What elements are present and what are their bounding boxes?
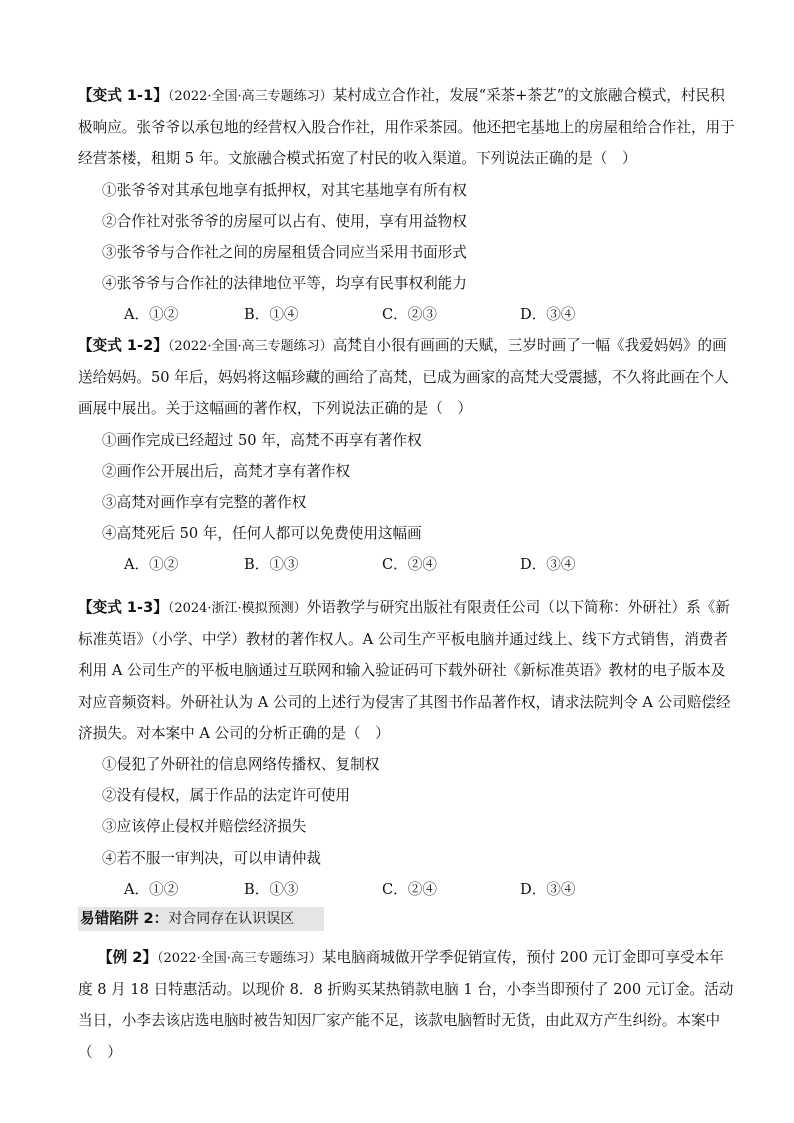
question-text: 高梵自小很有画画的天赋，三岁时画了一幅《我爱妈妈》的画送给妈妈。50 年后，妈妈将这幅珍藏的画给了高梵，已成为画家的高梵大受震撼，不久将此画在个人画展中展出。关于这幅画的著作权，下列说法正确的是（ ） bbox=[78, 337, 729, 418]
statement-option: ①张爷爷对其承包地享有抵押权，对其宅基地享有所有权 bbox=[102, 181, 467, 199]
question-text: 某村成立合作社，发展“采茶+茶艺”的文旅融合模式，村民积极响应。张爷爷以承包地的经营权入股合作社，用作采茶园。他还把宅基地上的房屋租给合作社，用于经营茶楼，租期 5 年。文旅融合模式拓宽了村民的收入渠道。下列说法正确的是（ ） bbox=[78, 87, 735, 168]
question-source: （2024·浙江·模拟预测） bbox=[167, 601, 307, 616]
statement-option: ③高梵对画作享有完整的著作权 bbox=[102, 494, 307, 512]
question-source: （2022·全国·高三专题练习） bbox=[167, 89, 333, 104]
question-1-3 bbox=[78, 592, 738, 905]
question-stem bbox=[78, 330, 738, 425]
statement-option: ②画作公开展出后，高梵才享有著作权 bbox=[102, 462, 351, 480]
question-stem bbox=[78, 80, 738, 175]
choice-c[interactable]: C．②④ bbox=[382, 556, 437, 574]
section-topic: 对合同存在认识误区 bbox=[168, 911, 295, 927]
choice-d[interactable]: D．③④ bbox=[520, 556, 576, 574]
statement-option: ③张爷爷与合作社之间的房屋租赁合同应当采用书面形式 bbox=[102, 244, 467, 262]
statement-option: ①侵犯了外研社的信息网络传播权、复制权 bbox=[102, 756, 380, 774]
choice-c[interactable]: C．②④ bbox=[382, 880, 437, 898]
choice-b[interactable]: B．①③ bbox=[244, 556, 299, 574]
choice-d[interactable]: D．③④ bbox=[520, 306, 576, 324]
answer-choices bbox=[124, 874, 738, 905]
answer-choices bbox=[124, 549, 738, 580]
choice-a[interactable]: A．①② bbox=[124, 880, 179, 898]
statement-option: ②没有侵权，属于作品的法定许可使用 bbox=[102, 787, 351, 805]
statement-option: ②合作社对张爷爷的房屋可以占有、使用，享有用益物权 bbox=[102, 212, 467, 230]
example-2 bbox=[78, 942, 738, 1068]
question-stem bbox=[78, 942, 738, 1068]
question-1-1 bbox=[78, 80, 738, 331]
choice-a[interactable]: A．①② bbox=[124, 556, 179, 574]
question-1-2 bbox=[78, 330, 738, 581]
question-tag: 【变式 1-3】 bbox=[78, 599, 168, 616]
statement-option: ④张爷爷与合作社的法律地位平等，均享有民事权利能力 bbox=[102, 275, 467, 293]
choice-b[interactable]: B．①④ bbox=[244, 306, 299, 324]
question-stem bbox=[78, 592, 738, 749]
choice-d[interactable]: D．③④ bbox=[520, 880, 576, 898]
question-text: 某电脑商城做开学季促销宣传，预付 200 元订金即可享受本年度 8 月 18 日特惠活动。以现价 8．8 折购买某热销款电脑 1 台，小李当即预付了 200 元订金。活动当日，小李去该店选电脑时被告知因厂家产能不足，该款电脑暂时无货，由此双方产生纠纷。本案中（ ） bbox=[78, 949, 734, 1061]
question-tag: 【变式 1-1】 bbox=[78, 87, 168, 104]
question-tag: 【变式 1-2】 bbox=[78, 337, 168, 354]
statement-option: ④高梵死后 50 年，任何人都可以免费使用这幅画 bbox=[102, 525, 422, 543]
question-tag: 【例 2】 bbox=[98, 949, 158, 966]
choice-b[interactable]: B．①③ bbox=[244, 880, 299, 898]
choice-a[interactable]: A．①② bbox=[124, 306, 179, 324]
question-source: （2022·全国·高三专题练习） bbox=[167, 339, 333, 354]
question-source: （2022·全国·高三专题练习） bbox=[157, 951, 322, 966]
question-text: 外语教学与研究出版社有限责任公司（以下简称：外研社）系《新标准英语》（小学、中学）教材的著作权人。A 公司生产平板电脑并通过线上、线下方式销售，消费者利用 A 公司生产的平板电脑通过互联网和输入验证码可下载外研社《新标准英语》教材的电子版本及对应音频资料。外研社认为 A 公司的上述行为侵害了其图书作品著作权，请求法院判令 A 公司赔偿经济损失。对本案中 A 公司的分析正确的是（ ） bbox=[78, 599, 731, 742]
choice-c[interactable]: C．②③ bbox=[382, 306, 437, 324]
statement-option: ④若不服一审判决，可以申请仲裁 bbox=[102, 849, 321, 867]
section-label: 易错陷阱 2： bbox=[80, 910, 169, 927]
section-heading bbox=[78, 907, 738, 931]
statement-option: ①画作完成已经超过 50 年，高梵不再享有著作权 bbox=[102, 431, 422, 449]
section-title bbox=[80, 907, 294, 931]
answer-choices bbox=[124, 299, 738, 330]
statement-option: ③应该停止侵权并赔偿经济损失 bbox=[102, 818, 307, 836]
